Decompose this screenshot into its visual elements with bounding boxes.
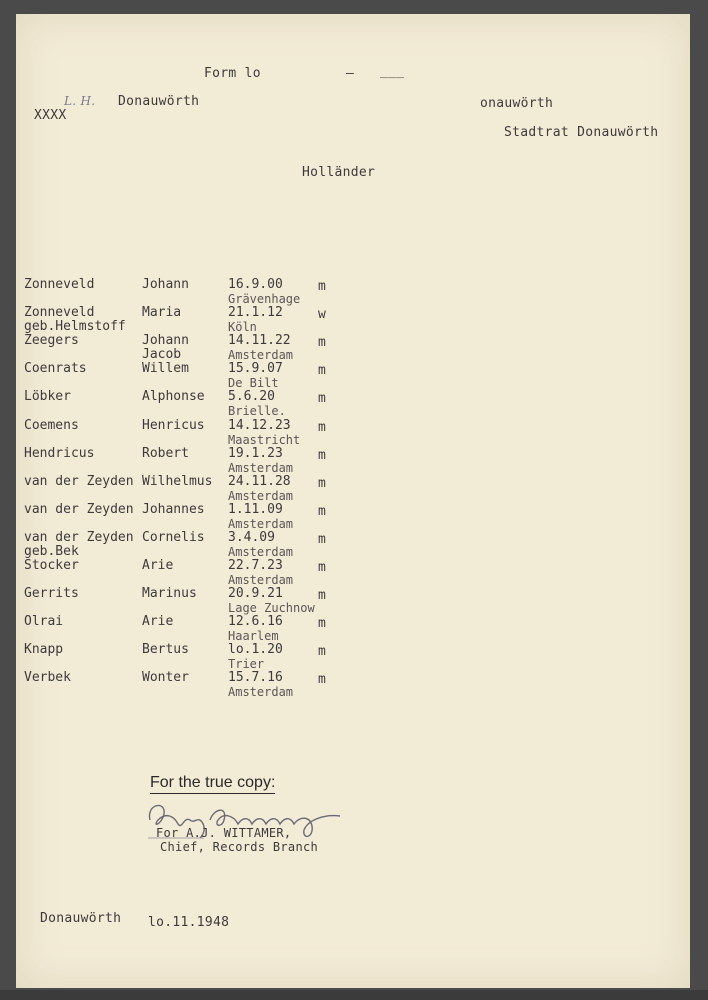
- person-row: [16, 418, 690, 446]
- sex-cell: m: [318, 560, 326, 575]
- birth-date-cell: 5.6.20: [228, 389, 275, 405]
- birth-place-cell: Köln: [228, 320, 257, 335]
- surname-cell: Stocker: [24, 558, 79, 573]
- sex-cell: m: [318, 475, 326, 491]
- birth-place-cell: De Bilt: [228, 376, 279, 391]
- signatory-role: Chief, Records Branch: [160, 840, 319, 854]
- given-name-cell: Arie: [142, 558, 174, 573]
- document-page: [16, 14, 690, 988]
- sex-cell: m: [318, 503, 326, 519]
- given-name-cell: Johannes: [142, 501, 205, 517]
- birth-place-cell: Brielle.: [228, 404, 286, 419]
- sex-cell: m: [318, 588, 326, 604]
- birth-place-cell: Amsterdam: [228, 573, 294, 587]
- given-name-cell: Cornelis: [142, 529, 205, 545]
- surname-cell: Zonneveld: [24, 305, 95, 321]
- birth-date-cell: 15.7.16: [228, 670, 283, 686]
- sex-cell: m: [318, 447, 326, 463]
- person-row: [16, 614, 690, 642]
- maiden-name-cell: geb.Bek: [24, 543, 79, 559]
- given-name-cell: Henricus: [142, 417, 205, 433]
- sex-cell: m: [318, 335, 326, 351]
- true-copy-title: For the true copy:: [150, 774, 275, 794]
- given-name-cell: Marinus: [142, 586, 197, 602]
- sex-cell: m: [318, 279, 326, 294]
- person-row: [16, 277, 690, 305]
- surname-cell: van der Zeyden: [24, 473, 134, 489]
- surname-cell: Coemens: [24, 417, 79, 433]
- surname-cell: Olrai: [24, 614, 64, 630]
- person-row: [16, 586, 690, 614]
- given-name-cell: Robert: [142, 445, 189, 461]
- person-row: [16, 446, 690, 474]
- place-right: onauwörth: [480, 96, 554, 111]
- person-row: [16, 502, 690, 530]
- birth-place-cell: Trier: [228, 657, 265, 672]
- person-row: [16, 642, 690, 670]
- surname-cell: Löbker: [24, 389, 71, 405]
- given-name-cell: Alphonse: [142, 389, 205, 405]
- surname-cell: Knapp: [24, 642, 64, 658]
- person-row: [16, 389, 690, 417]
- form-dash: –: [346, 66, 355, 81]
- birth-place-cell: Amsterdam: [228, 348, 294, 363]
- handwritten-note: L. H.: [64, 94, 96, 108]
- sex-cell: m: [318, 391, 326, 407]
- birth-date-cell: lo.1.20: [228, 642, 283, 658]
- birth-date-cell: 24.11.28: [228, 473, 291, 489]
- surname-cell: van der Zeyden: [24, 501, 134, 517]
- form-number: Form lo: [204, 66, 261, 81]
- surname-cell: Verbek: [24, 670, 71, 686]
- birth-place-cell: Haarlem: [228, 629, 279, 644]
- person-row: [16, 333, 690, 361]
- birth-date-cell: 12.6.16: [228, 614, 283, 630]
- sex-cell: m: [318, 672, 326, 688]
- document-title: Holländer: [302, 165, 376, 180]
- birth-place-cell: Amsterdam: [228, 544, 294, 559]
- footer-date: lo.11.1948: [148, 915, 230, 930]
- birth-date-cell: 22.7.23: [228, 558, 283, 573]
- birth-place-cell: Lage Zuchnow: [228, 601, 315, 616]
- sex-cell: m: [318, 616, 326, 632]
- birth-place-cell: Amsterdam: [228, 460, 294, 475]
- birth-place-cell: Amsterdam: [228, 516, 294, 531]
- given-name-cell: Johann: [142, 333, 189, 349]
- birth-date-cell: 16.9.00: [228, 277, 283, 292]
- sex-cell: m: [318, 644, 326, 660]
- given-name-cell: Wonter: [142, 670, 189, 686]
- scan-edge: [0, 990, 708, 1000]
- given-name-cell: Wilhelmus: [142, 473, 213, 489]
- given-name-cell: Bertus: [142, 642, 189, 658]
- form-underline: ___: [380, 64, 405, 79]
- birth-date-cell: 19.1.23: [228, 445, 283, 461]
- given-name-cell: Arie: [142, 614, 174, 630]
- birth-date-cell: 14.11.22: [228, 333, 291, 349]
- given-name-cell: Johann: [142, 277, 189, 292]
- sex-cell: w: [318, 307, 326, 323]
- birth-date-cell: 20.9.21: [228, 586, 283, 602]
- person-row: [16, 361, 690, 389]
- authority: Stadtrat Donauwörth: [504, 125, 659, 140]
- sex-cell: m: [318, 531, 326, 547]
- surname-cell: Zonneveld: [24, 277, 95, 292]
- birth-place-cell: Grävenhage: [228, 292, 301, 306]
- surname-cell: Coenrats: [24, 361, 87, 377]
- person-row: [16, 305, 690, 333]
- surname-cell: Hendricus: [24, 445, 95, 461]
- birth-date-cell: 14.12.23: [228, 417, 291, 433]
- birth-date-cell: 15.9.07: [228, 361, 283, 377]
- given-name-cell: Willem: [142, 361, 189, 377]
- maiden-name-cell: geb.Helmstoff: [24, 319, 126, 335]
- sex-cell: m: [318, 363, 326, 379]
- birth-place-cell: Maastricht: [228, 432, 301, 447]
- footer-place: Donauwörth: [40, 911, 122, 926]
- birth-date-cell: 1.11.09: [228, 501, 283, 517]
- place-left: Donauwörth: [118, 94, 200, 109]
- surname-cell: van der Zeyden: [24, 529, 134, 545]
- birth-place-cell: Amsterdam: [228, 488, 294, 503]
- signatory-line: For A.J. WITTAMER,: [156, 826, 292, 840]
- surname-cell: Zeegers: [24, 333, 79, 349]
- given-name-cell: Maria: [142, 305, 182, 321]
- surname-cell: Gerrits: [24, 586, 79, 602]
- person-row: [16, 474, 690, 502]
- person-row: [16, 530, 690, 558]
- person-row: [16, 670, 690, 698]
- birth-date-cell: 3.4.09: [228, 529, 275, 545]
- second-given-name-cell: Jacob: [142, 347, 182, 363]
- person-row: [16, 558, 690, 586]
- birth-place-cell: Amsterdam: [228, 685, 294, 700]
- struck-text: XXXX: [34, 108, 67, 123]
- sex-cell: m: [318, 419, 326, 435]
- birth-date-cell: 21.1.12: [228, 305, 283, 321]
